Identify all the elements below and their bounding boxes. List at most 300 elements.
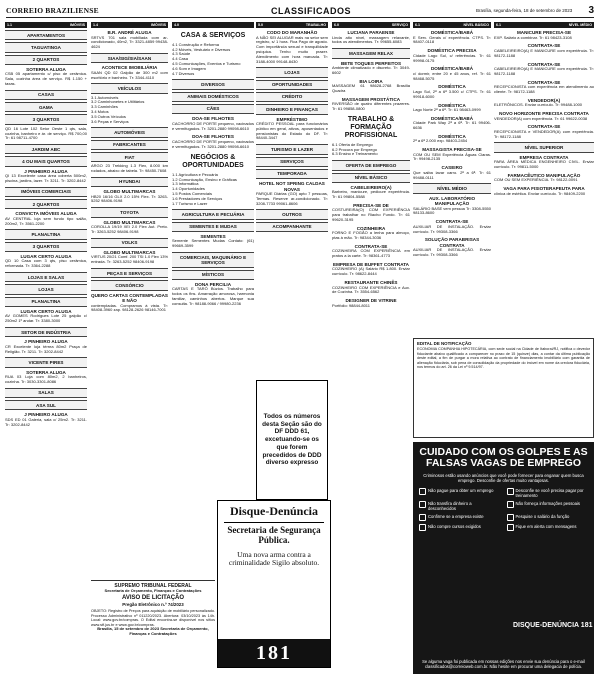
column-2 xyxy=(91,22,168,582)
section-number: 4.0 xyxy=(174,23,179,27)
ad-title: EMPRESA DE BUFFET CONTRATA xyxy=(333,261,409,267)
section-label: IMÓVEIS xyxy=(70,23,85,27)
checkbox-icon xyxy=(419,501,426,508)
ad-title: LUCIANA PARAENSE xyxy=(347,30,395,36)
ad-body: PARQUE Diárias (GO) apto 7 pessoas, Termas. Reserve ar-condicionado. Tr: 3208-7733 99061-8606 xyxy=(256,191,328,206)
disque-denuncia-number: 181 xyxy=(218,639,330,667)
ad-title: BIA LOIRA xyxy=(359,78,383,84)
column-7 xyxy=(494,22,594,357)
checkbox-icon xyxy=(507,501,514,508)
ad-body: RUA 03 Loja com 80m2, 2 banheiros, cozinha. Tr: 3030-3301-8086 xyxy=(5,374,87,384)
classified-ad xyxy=(332,280,410,295)
category-heading: ANIMAIS DOMÉSTICOS xyxy=(172,92,254,102)
scam-tip xyxy=(419,488,501,498)
category-heading: 2 QUARTOS xyxy=(5,55,87,65)
section-title: CLASSIFICADOS xyxy=(271,5,352,16)
ad-title: NOVO HORIZONTE PRECISA CONTRATA xyxy=(499,111,589,116)
ad-body: VIRTUS 20/21 Comf. 200 TSI 1.0 Flex 13% entrada. Tr: 3263-5252 98406-9198 xyxy=(91,254,168,265)
section-bar xyxy=(494,22,594,28)
classified-ad xyxy=(332,97,410,112)
classified-ad xyxy=(91,65,168,80)
ad-title: J PINHEIRO ALUGA xyxy=(24,339,68,345)
scam-tip xyxy=(507,514,589,521)
category-heading: NÍVEL MÉDIO xyxy=(413,183,491,193)
section-bar xyxy=(332,22,410,28)
classified-ad xyxy=(413,116,491,131)
ad-title: BETE TOQUES PERFEITOS xyxy=(340,60,402,66)
ad-title: DOMÉSTICA/BABÁ xyxy=(430,115,474,121)
classified-ad xyxy=(256,30,328,64)
classified-ad xyxy=(413,219,491,234)
ad-title: DOA-SE FILHOTES xyxy=(192,134,234,140)
category-index-item: 4.7 Diversos xyxy=(172,70,195,76)
category-heading: DIVERSOS xyxy=(172,79,254,89)
category-heading: DINHEIRO E FINANÇAS xyxy=(256,104,328,114)
section-number: 1.1 xyxy=(7,23,12,27)
category-index-item: 4.5 Comunicações, Eventos e Turismo xyxy=(172,61,241,66)
ad-title: CABELEIREIRO(A) xyxy=(350,184,392,190)
licitacao-dept: Secretaria de Orçamento, Finanças e Contratações xyxy=(104,588,202,593)
category-heading: 3 QUARTOS xyxy=(5,242,87,252)
category-heading: COMERCIAIS, MAQUINÁRIO E SERVIÇOS xyxy=(172,252,254,268)
category-index-item: 1.1 Agricultura e Pecuária xyxy=(172,171,218,177)
ddd-notice-text: Todos os números desta Seção são do DF DDD 61, excetuando-se os que forem precedidos de DDD diverso expresso xyxy=(262,413,322,467)
ad-title: SOTERRA ALUGA xyxy=(26,66,66,72)
ad-body: VENDEDOR(A) com experiência. Tr: 61 99622-0038 xyxy=(494,115,588,121)
section-bar xyxy=(256,22,328,28)
ad-body: Linda alto nível, massagem relaxante, todos os atendimentos. Tr: 99655-6083 xyxy=(332,34,410,45)
licitacao-org: SUPREMO TRIBUNAL FEDERAL xyxy=(114,583,192,589)
section-label: NÍVEL MÉDIO xyxy=(568,23,592,27)
scam-tip xyxy=(419,501,501,511)
ad-body: CACHORRO DE PORTE pequeno, vacinados e vermifugados. Tr: 3201-2880 99098-6610 xyxy=(172,120,254,131)
category-heading: TRABALHO & FORMAÇÃO PROFISSIONAL xyxy=(332,115,410,141)
category-heading: FIAT xyxy=(91,152,168,162)
ad-title: CONTRATA-SE xyxy=(527,43,561,49)
ad-title: AUX. LABORATÓRIO MANIPULAÇÃO xyxy=(428,195,476,207)
scam-warning-brand: DISQUE-DENÚNCIA 181 xyxy=(513,621,593,629)
category-heading: NEGÓCIOS & OPORTUNIDADES xyxy=(172,152,254,170)
category-heading: 2 QUARTOS xyxy=(5,199,87,209)
ad-title: ACONTECE IMOBILIÁRIA xyxy=(101,65,158,71)
category-heading: CASAS xyxy=(5,90,87,100)
category-heading: CONSÓRCIO xyxy=(91,280,168,290)
classified-ad xyxy=(5,309,87,324)
section-number: 6.1 xyxy=(415,23,420,27)
classified-ad xyxy=(494,98,594,108)
classified-ad xyxy=(5,412,87,427)
ad-body: COSTUREIRA(O) COM EXPERIÊNCIA para trabalhar no Riacho Fundo. Tr: 61 99620-3195 xyxy=(332,207,410,222)
classified-ad xyxy=(172,282,254,307)
scam-tip-text: Não pague para obter um emprego xyxy=(428,487,494,493)
section-number: 6.1 xyxy=(496,23,501,27)
classified-ad xyxy=(332,244,410,259)
classified-ad xyxy=(5,211,87,226)
category-heading: SEMENTES E MUDAS xyxy=(172,222,254,232)
category-heading: LOJAS xyxy=(5,284,87,294)
ad-title: PRECISA-SE DE xyxy=(353,202,389,208)
ad-title: SOLUÇÃO PARABRISAS CONTRATA xyxy=(424,237,480,248)
category-heading: GAMA xyxy=(5,102,87,112)
ad-body: Ambiente climatizado e discreto. Tr: 3049-6602 xyxy=(332,65,410,75)
category-heading: NÍVEL BÁSICO xyxy=(332,173,410,183)
classified-ad xyxy=(332,298,410,308)
category-heading: SETOR DE INDÚSTRIA xyxy=(5,327,87,337)
category-index-item: 3.5 Outros Veículos xyxy=(91,113,126,119)
checkbox-icon xyxy=(507,514,514,521)
ad-body: RECEPCIONISTA e VENDEDOR(A) com experiência. Tr: 98172-1188 xyxy=(494,128,594,139)
classified-ad xyxy=(494,173,594,183)
section-number: 6.0 xyxy=(334,23,339,27)
scam-tip xyxy=(507,524,589,531)
classified-ad xyxy=(413,48,491,63)
scam-tip-text: Não compre cursos exigidos xyxy=(428,523,481,529)
classified-ad xyxy=(494,111,594,121)
category-heading: TURISMO E LAZER xyxy=(256,144,328,154)
ad-title: GLOBO MULTIMARCAS xyxy=(103,249,156,255)
classified-ad xyxy=(494,155,594,170)
ad-body: PARA ÁREA MÉDICA ENGENHEIRO CIVIL. Enviar currículo. Tr: 99811-5000 xyxy=(494,159,594,169)
ad-title: CONTRATA-SE xyxy=(527,61,561,67)
classified-ad xyxy=(413,30,491,45)
ad-body: EXP. Salário a combinar. Tr: 61 98423-3108 xyxy=(494,34,572,40)
category-heading: PLANALTINA xyxy=(5,297,87,307)
ad-body: COROLLA 19/19 XEi 2.0 Flex Aut. Preto. Tr: 3263-5252 98406-9198 xyxy=(91,224,168,234)
scam-tip-text: Não transfira dinheiro a desconhecidos xyxy=(428,500,472,511)
category-index-item: 6.2 Procura por Emprego xyxy=(332,146,377,152)
column-5 xyxy=(332,22,410,357)
classified-ad xyxy=(413,103,491,113)
section-number: 1.4 xyxy=(93,23,98,27)
category-heading: CASA & SERVIÇOS xyxy=(172,30,254,41)
ad-body: A NÃO SEI ALUGAR mais na setor sem registro, s/ 1 hora. Fica Pago de agosto. Com importância sexual e tranquilidade psíquica. Tenho muito prazer. Atendimento com hora marcada. Tr: 3188-4000 99148-8430 xyxy=(256,34,328,64)
category-heading: ACOMPANHANTE xyxy=(256,222,328,232)
ad-body: COM OU SEM EXPERIÊNCIA. Tr: 98122-0091 xyxy=(494,177,578,183)
scam-warning-title: CUIDADO COM OS GOLPES E AS FALSAS VAGAS DE EMPREGO xyxy=(419,446,588,470)
scam-tip xyxy=(507,501,589,511)
ad-body: QD 10 Casa com 3 qts, piso cerâmica, reformada. Tr: 3364-2288 xyxy=(5,258,87,269)
classified-ad xyxy=(413,147,491,162)
ad-body: CABELEIREIRO(A) E MANICURE com experiência. Tr: 98172-1188 xyxy=(494,47,594,58)
checkbox-icon xyxy=(507,524,514,531)
category-heading: VICENTE PIRES xyxy=(5,357,87,367)
classified-ad xyxy=(91,164,168,174)
ad-body: CACHORRO DE PORTE pequeno, vacinados e vermifugados. Tr: 3201-2880 99098-6610 xyxy=(172,138,254,149)
ad-body: 2ª a 6ª 2.000 exp. 98403-2454 xyxy=(413,138,468,144)
ad-body: SRTVS 701 sala mobiliada com ar-condicionado, 40m2, Tr: 3321-4859 99438-4624 xyxy=(91,34,168,50)
classified-ad xyxy=(91,293,168,314)
ad-title: DOMÉSTICA PRECISA xyxy=(427,48,477,54)
ad-body: AUXILIAR DE INSTALAÇÃO. Enviar currículo. Tr: 99308-3366 xyxy=(413,223,491,234)
category-index-item: 1.5 Postos Comerciais xyxy=(172,190,213,196)
classified-ad xyxy=(172,116,254,131)
ad-title: EMPRESA CONTRATA xyxy=(519,154,569,160)
ad-body: Lago Sul, 2ª a 6ª 3.500 c/ CTPS. Tr: 61 99918-6000 xyxy=(413,88,491,99)
licitacao-subtitle: Pregão Eletrônico n.º 74/2023 xyxy=(122,601,184,607)
ad-title: GLOBO MULTIMARCAS xyxy=(103,219,156,225)
scam-warning-intro: Criminosos estão usando anúncios que você pode fornecer para enganar quem busca emprego. Desconfie de ofertas muito vantajosas. xyxy=(423,473,584,484)
ad-title: DOMÉSTICA xyxy=(438,102,466,108)
category-index-item: 6.1 Oferta de Emprego xyxy=(332,141,373,147)
ad-title: CONTRATA-SE xyxy=(354,243,388,249)
classified-ad xyxy=(5,169,87,184)
ad-body: CR Excelente loja térrea 80m2 Praça de Religião. Tr: 3211. Tr: 3202-8442 xyxy=(5,343,87,354)
category-heading: VOLKS xyxy=(91,238,168,248)
classified-ad xyxy=(5,127,87,141)
edital-notice xyxy=(413,338,594,438)
category-index-item: 4.3 Saúde xyxy=(172,51,191,57)
category-heading: NÍVEL SUPERIOR xyxy=(494,142,594,152)
classified-ad xyxy=(494,30,594,40)
category-heading: AUTOMÓVEIS xyxy=(91,127,168,137)
ad-title: J PINHEIRO ALUGA xyxy=(24,412,68,418)
ad-title: COZINHEIRA xyxy=(356,225,386,231)
category-heading: IMÓVEIS COMERCIAIS xyxy=(5,187,87,197)
ad-body: CSB 05 apartamento c/ piso de cerâmica. Sala, cozinha área de serviço. R$ 1.150 + taxas. xyxy=(5,71,87,87)
classified-ad xyxy=(256,117,328,142)
ad-title: LUGAR CERTO ALUGA xyxy=(20,253,72,259)
ad-body: COZINHEIRO COM EXPERIÊNCIA e Aux. de Cozinha. Tr: 3554-6562 xyxy=(332,284,410,295)
ad-title: CONTRATA-SE xyxy=(527,124,561,130)
category-index-item: 4.2 Móveis, Vestuário e Diversos xyxy=(172,46,231,52)
category-heading: LOJAS E SALAS xyxy=(5,272,87,282)
scam-tip xyxy=(419,524,501,531)
ad-body: Que saiba lavar carro. 2ª a 6ª. Tr: 61 99488-0111 xyxy=(413,169,491,180)
ad-title: DONA PERCILIA xyxy=(194,281,232,287)
section-bar xyxy=(172,22,254,28)
ad-body: QD 16 Lote 102 Setor Oeste 1 qts, sala, cozinha, banheiro e ár. de serviço. R$ 700,00 Tr: 61 98711-4700 xyxy=(5,125,87,141)
category-index-item: 3.1 Automóveis xyxy=(91,94,119,100)
ad-body: Barbeiro, manicure, pedicure experiência. Tr: 61 99804-5588 xyxy=(332,189,410,200)
ad-body: Portfolio: 98844-8011 xyxy=(332,302,370,308)
licitacao-sign: Brasília, 15 de setembro de 2023 Secretaria de Orçamento, Finanças e Contratações xyxy=(97,626,209,637)
classified-ad xyxy=(91,250,168,265)
section-label: TRABALHO xyxy=(305,23,326,27)
category-heading: TOYOTA xyxy=(91,207,168,217)
ad-title: VENDEDOR(A) xyxy=(527,97,561,103)
column-4 xyxy=(256,22,328,442)
category-heading: OUTROS xyxy=(256,209,328,219)
ad-title: DOMÉSTICA xyxy=(438,84,466,90)
ad-title: B.R. ANDRÉ ALUGA xyxy=(107,30,152,36)
classified-ad xyxy=(332,226,410,241)
ad-title: DOMÉSTICA xyxy=(438,133,466,139)
scam-tip xyxy=(419,514,501,521)
category-index-item: 3.4 Motos xyxy=(91,109,109,115)
classified-ad xyxy=(5,370,87,385)
classified-ad xyxy=(91,189,168,204)
category-heading: SERVIÇOS xyxy=(256,157,328,167)
category-heading: 3 QUARTOS xyxy=(5,114,87,124)
category-heading: 4 OU MAIS QUARTOS xyxy=(5,156,87,166)
ad-body: Cidade Lago Sul, c/ referências. Tr: 61 99998-0175 xyxy=(413,52,491,63)
ad-title: FARMACÊUTICO MANIPULAÇÃO xyxy=(507,172,581,178)
newspaper-brand: CORREIO BRAZILIENSE xyxy=(6,5,99,15)
scam-tip-text: Não forneça informações pessoais xyxy=(515,500,580,506)
column-6 xyxy=(413,22,491,357)
ad-title: MASSAGEM PROSTÁTICA xyxy=(341,96,401,102)
section-label: SERVIÇO xyxy=(391,23,408,27)
category-index xyxy=(91,96,168,125)
disque-denuncia-secretaria: Secretaria de Segurança Pública. xyxy=(227,524,321,545)
ad-body: COZINHEIRA COM EXPERIÊNCIA em pratos a la carte. Tr: 98361-4773 xyxy=(332,248,410,259)
category-heading: APARTAMENTOS xyxy=(5,30,87,40)
category-index-item: 3.6 Peças e Serviços xyxy=(91,118,129,124)
divider xyxy=(224,522,325,523)
page-header xyxy=(6,5,594,18)
classified-ad xyxy=(494,80,594,95)
section-bar xyxy=(413,22,491,28)
ad-title: CASEIRO xyxy=(441,165,463,171)
scam-tip-text: Pesquise o salário da função xyxy=(515,513,570,519)
category-index-item: 6.3 Ensino e Treinamento xyxy=(332,151,378,157)
category-heading: PEÇAS E SERVIÇOS xyxy=(91,268,168,278)
classified-ad xyxy=(91,220,168,235)
ad-title: DESIGNER DE VITRINE xyxy=(345,298,397,304)
category-index-item: 3.3 Caminhões xyxy=(91,104,118,110)
classified-ad xyxy=(5,254,87,269)
classified-ad xyxy=(494,62,594,77)
checkbox-icon xyxy=(507,488,514,495)
classified-ad xyxy=(494,124,594,139)
ad-body: c/ dormir, entre 20 e 45 anos, ref. Tr: 61 98468-5075 xyxy=(413,70,491,81)
category-heading: PLANALTINA xyxy=(5,229,87,239)
column-3 xyxy=(172,22,254,582)
category-heading: LOJAS xyxy=(256,67,328,77)
scam-tip-text: Confirme se a empresa existe xyxy=(428,513,484,519)
category-heading: JARDIM ABC xyxy=(5,144,87,154)
classified-ad xyxy=(494,186,594,196)
ad-body: SAAN QD 02 Galpão de 300 m2 com escritório e banheiro. Tr: 3344-4110 xyxy=(91,69,168,80)
licitacao-notice xyxy=(91,580,215,674)
ad-title: DOMÉSTICA/BABÁ xyxy=(430,30,474,36)
category-heading: SIAA/SIG/SIA/SAAN xyxy=(91,53,168,63)
category-heading: MÍSTICOS xyxy=(172,270,254,280)
ad-body: Lago Norte 2ª a 6ª. Tr: 61 98463-0999 xyxy=(413,107,481,112)
category-heading: VEÍCULOS xyxy=(91,83,168,93)
disque-denuncia-tagline: Uma nova arma contra a criminalidade Sigilo absoluto. xyxy=(228,549,320,568)
ad-title: VAGA PARA FISIOTERAPEUTA PARA xyxy=(503,186,585,192)
classified-ad xyxy=(172,134,254,149)
category-index xyxy=(172,173,254,207)
category-index-item: 1.3 Informática xyxy=(172,181,199,187)
edital-title: EDITAL DE NOTIFICAÇÃO xyxy=(417,341,472,346)
classified-ad xyxy=(413,165,491,180)
checkbox-icon xyxy=(419,514,426,521)
classified-ad xyxy=(332,30,410,45)
ad-title: CONTRATA-SE xyxy=(435,219,469,225)
ad-title: MANICURE PRECISA-SE xyxy=(516,30,572,36)
ad-title: CONVICTA IMÓVEIS ALUGA xyxy=(15,211,77,217)
category-heading: TAGUATINGA xyxy=(5,42,87,52)
classified-ad xyxy=(332,203,410,223)
ad-body: Semente Sementes Mudas Contato: (61) 99669-3599 xyxy=(172,238,254,249)
classified-ad xyxy=(91,30,168,50)
scam-tip-text: Fique em alerta com mensagens xyxy=(515,523,577,529)
ad-body: SDS ED 01 Galeria, sala c/ 25m2. Tr: 3211. Tr: 3202-8442 xyxy=(5,416,87,427)
disque-denuncia-logo: Disque-Denúncia xyxy=(229,504,318,518)
classified-ad xyxy=(332,262,410,277)
section-label: IMÓVEIS xyxy=(151,23,166,27)
ad-title: CONTRATA-SE xyxy=(527,79,561,85)
scam-warning-tips xyxy=(419,488,588,531)
category-heading: SALAS xyxy=(5,388,87,398)
classified-ad xyxy=(413,237,491,258)
category-heading: OPORTUNIDADES xyxy=(256,80,328,90)
ad-body: COM OU SEM Experiência Águas Claras. Tr: 99498-2135 xyxy=(413,151,491,162)
checkbox-icon xyxy=(419,524,426,531)
ad-body: SALÁRIO BASE vem pessoa Tr: 3308-5550 98133-8600 xyxy=(413,205,491,216)
column-1 xyxy=(5,22,87,674)
scam-tip-text: Desconfie se você precisa pagar por treinamento xyxy=(515,487,584,498)
ad-body: clínica de estética. Enviar currículo. Tr: 98409-2200 xyxy=(494,190,586,196)
classified-ad xyxy=(413,196,491,217)
classified-ad xyxy=(5,339,87,354)
ad-body: AUXILIAR DE INSTALAÇÃO. Enviar currículo. Tr: 99308-3366 xyxy=(413,247,491,258)
category-heading: ASA SUL xyxy=(5,400,87,410)
ad-title: DOA-SE FILHOTES xyxy=(192,116,234,122)
ddd-notice-box xyxy=(256,380,328,500)
ad-body: HB20 16/16 GLX 2.0 15% Flex. Tr: 3263-5252 98406-9198 xyxy=(91,193,168,204)
scam-warning-footer: Se alguma vaga foi publicada em nossas edições nos envie sua denúncia para o e-mail classificados@correioweb.com.br. Não hesite em procurar uma delegacia de polícia. xyxy=(422,658,585,669)
ad-title: RESTAURANTE CHINÊS xyxy=(344,280,398,286)
category-heading: CÃES xyxy=(172,104,254,114)
ad-title: MASSAGISTA PRECISA-SE xyxy=(422,147,482,153)
category-index-item: 1.7 Turismo e Lazer xyxy=(172,200,208,206)
ad-body: COZINHEIRO (A) Salário R$ 1.800. Enviar currículo. Tr: 98622-8444 xyxy=(332,266,410,277)
category-heading: CRÉDITO xyxy=(256,92,328,102)
ad-body: RECEPCIONISTA com experiência em atendimento ao cliente. Tr: 98172-1188 xyxy=(494,84,594,94)
category-index-item: 4.6 Som e Imagem xyxy=(172,65,206,71)
category-heading: MASSAGEM RELAX xyxy=(332,48,410,58)
ad-title: J PINHEIRO ALUGA xyxy=(24,168,68,174)
classified-ad xyxy=(413,66,491,81)
section-bar xyxy=(5,22,87,28)
ad-title: LUGAR CERTO ALUGA xyxy=(20,308,72,314)
ad-body: MASSAGEM 61 98628-2768 Brasília Quadra xyxy=(332,83,410,93)
category-index-item: 1.4 Oportunidades xyxy=(172,186,205,192)
section-number: 5.0 xyxy=(258,23,263,27)
ad-body: ARGO 23 Trekking 1.3 Flex, 8.000 km rodados, abaixo de tabela. Tr: 98450-7608 xyxy=(91,163,168,174)
category-index-item: 3.2 Caminhonetes e Utilitários xyxy=(91,99,145,105)
ad-body: FORNO E FOGÃO a lenha para almoço, ptas à mão. Tr: 98344-3036 xyxy=(332,230,410,241)
category-heading: AGRICULTURA E PECUÁRIA xyxy=(172,209,254,219)
ad-title: SEMENTES xyxy=(200,233,226,239)
ad-body: contempladas. Compramos à vista. Tr: 98408-3960 zap. 98128-2626 98146-7001 xyxy=(91,302,168,313)
ad-title: EMPRÉSTIMO xyxy=(276,116,308,122)
classified-ad xyxy=(256,181,328,206)
ad-title: GLOBO MULTIMARCAS xyxy=(103,189,156,195)
classified-ad xyxy=(5,67,87,87)
classified-ad xyxy=(332,185,410,200)
ad-body: ELETRÔNICOS. Enviar currículo. Tr: 99488-1000 xyxy=(494,102,583,108)
page-date: Brasília, segunda-feira, 18 de setembro de 2023 xyxy=(476,8,573,14)
ad-title: QUERO CARTAS CONTEMPLADAS E NÃO xyxy=(91,292,168,304)
scam-tip xyxy=(507,488,589,498)
classified-ad xyxy=(413,84,491,99)
classified-ad xyxy=(413,134,491,144)
ad-body: RIVERSÃO de quatro diferentes prazeres. Tr: 61 99858-0800 xyxy=(332,101,410,111)
edital-body: ECONOMIA COMPANHIA HIPOTECÁRIA, com sede social na Cidade de Itaboraí/RJ, notifica o devedor fiduciante abaixo qualificado a comparecer no prazo de 15 (quinze) dias, a contar da última publicação deste edital, a fim de purgar a mora relativa ao contrato de financiamento imobiliário com garantia de alienação fiduciária, sob pena de consolidação da propriedade do imóvel em nome da credora fiduciária, nos termos do art. 26 da Lei nº 9.514/97. xyxy=(417,347,590,370)
category-heading: FABRICANTES xyxy=(91,140,168,150)
ad-title: HOTEL NOT SPRING CALDAS NOVAS xyxy=(259,181,325,192)
checkbox-icon xyxy=(419,488,426,495)
ad-body: AV CENTRAL loja sem fundo tipo salão, 200m2, Tr: 3561-2200 xyxy=(5,215,87,226)
disque-denuncia-ad xyxy=(217,500,331,668)
ad-title: SOTERRA ALUGA xyxy=(26,369,66,375)
ad-title: DOMÉSTICA/BABÁ xyxy=(430,66,474,72)
page-number: 3 xyxy=(588,5,594,17)
